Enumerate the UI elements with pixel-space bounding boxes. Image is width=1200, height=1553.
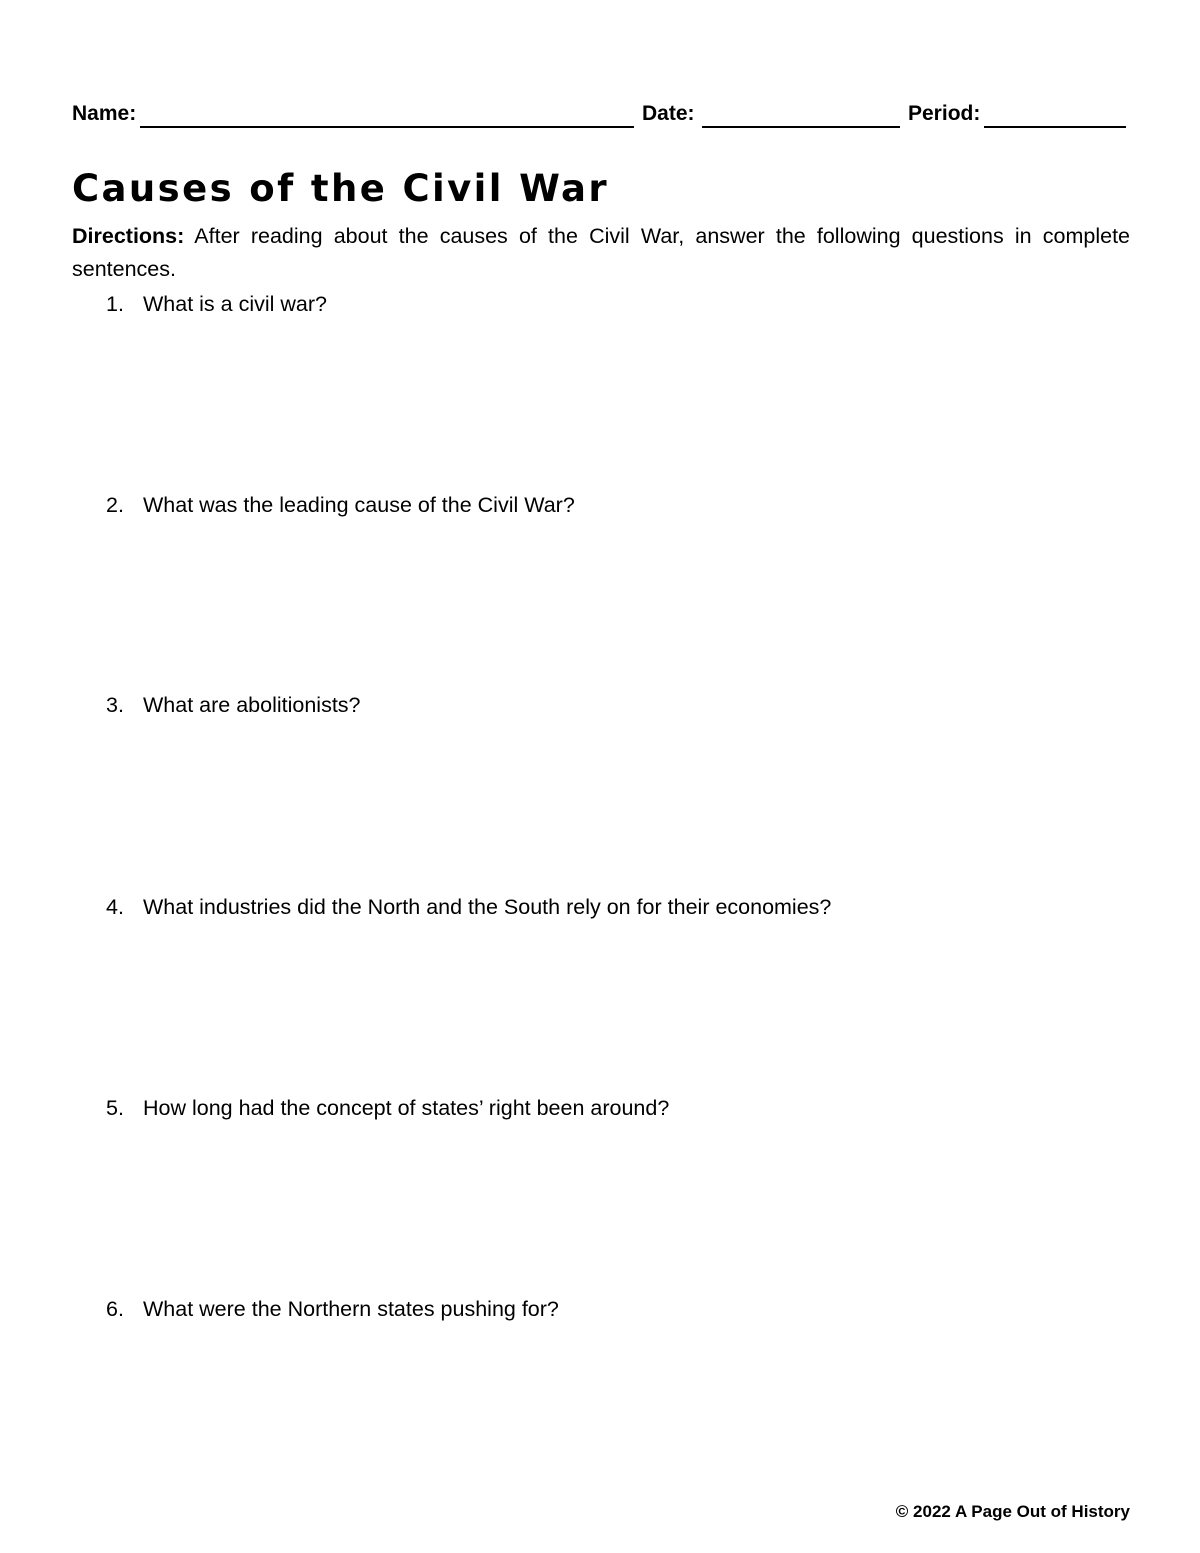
question-item <box>106 1293 559 1325</box>
question-number: 1. <box>106 292 124 316</box>
question-text: What is a civil war? <box>143 292 327 316</box>
question-item <box>106 489 575 521</box>
student-info-row <box>72 102 1132 132</box>
name-blank-line <box>140 126 634 128</box>
question-text: What are abolitionists? <box>143 693 361 717</box>
question-number: 2. <box>106 493 124 517</box>
question-text: What industries did the North and the South rely on for their economies? <box>143 895 832 919</box>
question-item <box>106 1092 669 1124</box>
directions-text: After reading about the causes of the Civil War, answer the following questions in complete sentences. <box>72 224 1130 281</box>
question-text: How long had the concept of states’ right been around? <box>143 1096 670 1120</box>
question-item <box>106 891 831 923</box>
question-item <box>106 288 327 320</box>
date-label: Date: <box>642 102 695 125</box>
question-item <box>106 689 361 721</box>
directions-label: Directions: <box>72 224 185 248</box>
question-text: What were the Northern states pushing for? <box>143 1297 559 1321</box>
question-number: 5. <box>106 1096 124 1120</box>
directions-paragraph <box>72 220 1130 286</box>
question-number: 6. <box>106 1297 124 1321</box>
question-number: 4. <box>106 895 124 919</box>
date-blank-line <box>702 126 900 128</box>
name-label: Name: <box>72 102 137 125</box>
period-blank-line <box>984 126 1126 128</box>
page-title: Causes of the Civil War <box>72 167 609 210</box>
copyright-footer: © 2022 A Page Out of History <box>895 1502 1130 1521</box>
period-label: Period: <box>908 102 981 125</box>
question-text: What was the leading cause of the Civil War? <box>143 493 575 517</box>
question-number: 3. <box>106 693 124 717</box>
